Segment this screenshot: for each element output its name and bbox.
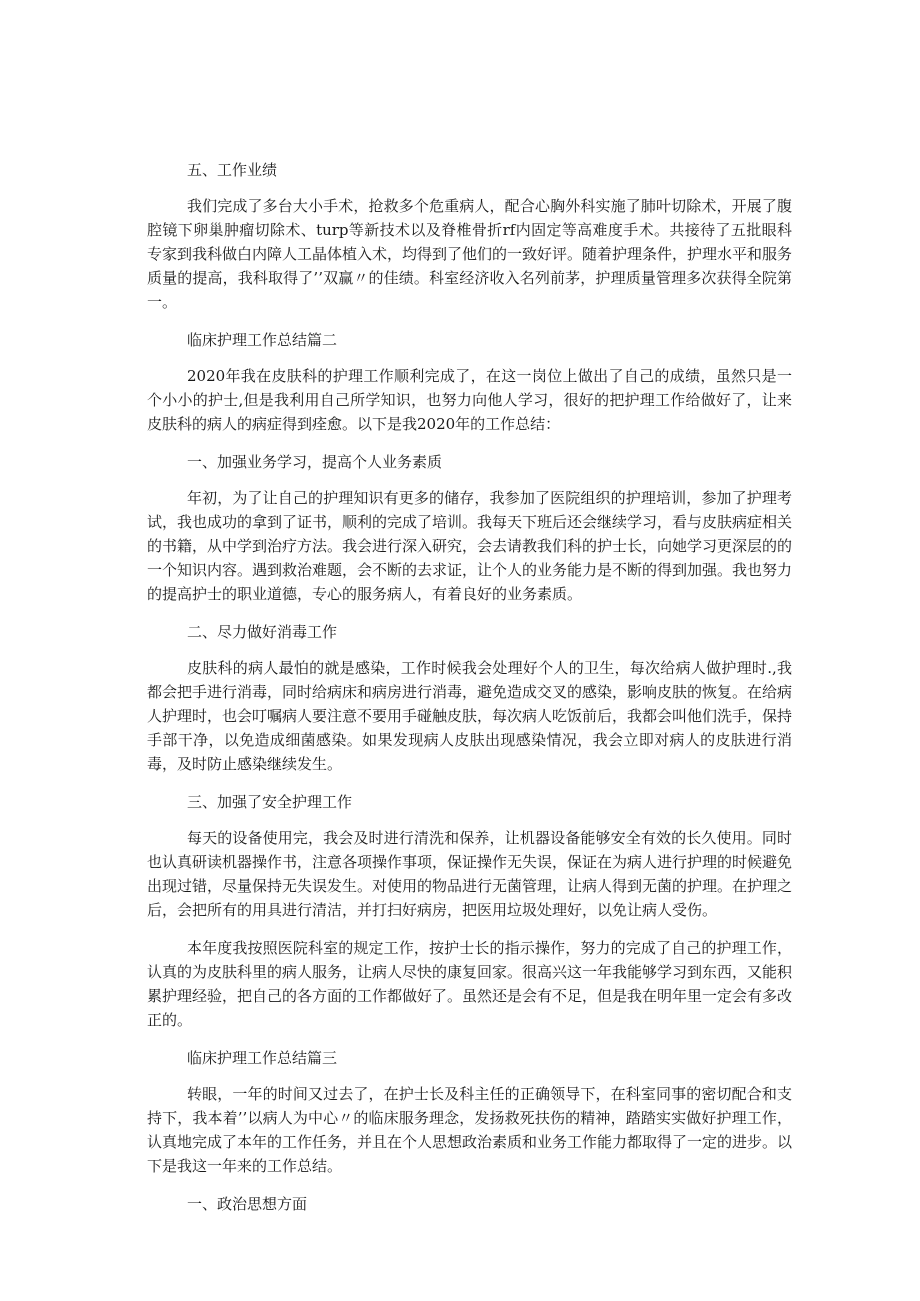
document-body: [147, 158, 792, 1216]
paragraph-part-three-intro: 转眼，一年的时间又过去了，在护士长及科主任的正确领导下，在科室同事的密切配合和支持下，我本着’’以病人为中心〃的临床服务理念，发扬救死扶伤的精神，踏踏实实做好护理工作，认真地完成了本年的工作任务，并且在个人思想政治素质和业务工作能力都取得了一定的进步。以下是我这一年来的工作总结。: [147, 1085, 793, 1175]
section-heading-safety-care: 三、加强了安全护理工作: [187, 793, 353, 811]
paragraph-disinfection: 皮肤科的病人最怕的就是感染，工作时候我会处理好个人的卫生，每次给病人做护理时.,我都会把手进行消毒，同时给病床和病房进行消毒，避免造成交叉的感染，影响皮肤的恢复。在给病人护理时，也会叮嘱病人要注意不要用手碰触皮肤，每次病人吃饭前后，我都会叫他们洗手，保持手部干净，以免造成细菌感染。如果发现病人皮肤出现感染情况，我会立即对病人的皮肤进行消毒，及时防止感染继续发生。: [147, 659, 793, 773]
paragraph-strengthen-study: 年初，为了让自己的护理知识有更多的储存，我参加了医院组织的护理培训，参加了护理考试，我也成功的拿到了证书，顺利的完成了培训。我每天下班后还会继续学习，看与皮肤病症相关的书籍，从中学到治疗方法。我会进行深入研究，会去请教我们科的护士长，向她学习更深层的的一个知识内容。遇到救治难题，会不断的去求证，让个人的业务能力是不断的得到加强。我也努力的提高护士的职业道德，专心的服务病人，有着良好的业务素质。: [147, 489, 793, 603]
section-heading-political-thought: 一、政治思想方面: [187, 1195, 308, 1213]
section-heading-strengthen-study: 一、加强业务学习，提高个人业务素质: [187, 453, 443, 471]
section-heading-work-performance: 五、工作业绩: [187, 161, 278, 179]
paragraph-safety-care: 每天的设备使用完，我会及时进行清洗和保养，让机器设备能够安全有效的长久使用。同时也认真研读机器操作书，注意各项操作事项，保证操作无失误，保证在为病人进行护理的时候避免出现过错，尽量保持无失误发生。对使用的物品进行无菌管理，让病人得到无菌的护理。在护理之后，会把所有的用具进行清洁，并打扫好病房，把医用垃圾处理好，以免让病人受伤。: [147, 829, 793, 919]
section-heading-disinfection: 二、尽力做好消毒工作: [187, 623, 338, 641]
paragraph-year-summary: 本年度我按照医院科室的规定工作，按护士长的指示操作，努力的完成了自己的护理工作，认真的为皮肤科里的病人服务，让病人尽快的康复回家。很高兴这一年我能够学习到东西，又能积累护理经验，把自己的各方面的工作都做好了。虽然还是会有不足，但是我在明年里一定会有多改正的。: [147, 939, 793, 1029]
paragraph-work-performance: 我们完成了多台大小手术，抢救多个危重病人，配合心胸外科实施了肺叶切除术，开展了腹腔镜下卵巢肿瘤切除术、turp等新技术以及脊椎骨折rf内固定等高难度手术。共接待了五批眼科专家到我科做白内障人工晶体植入术，均得到了他们的一致好评。随着护理条件，护理水平和服务质量的提高，我科取得了’’双赢〃的佳绩。科室经济收入名列前茅，护理质量管理多次获得全院第一。: [147, 197, 793, 311]
section-heading-summary-part-two: 临床护理工作总结篇二: [187, 331, 338, 349]
section-heading-summary-part-three: 临床护理工作总结篇三: [187, 1049, 338, 1067]
paragraph-part-two-intro: 2020年我在皮肤科的护理工作顺利完成了，在这一岗位上做出了自己的成绩，虽然只是一个小小的护士,但是我利用自己所学知识，也努力向他人学习，很好的把护理工作给做好了，让来皮肤科的病人的病症得到痊愈。以下是我2020年的工作总结：: [147, 367, 792, 433]
